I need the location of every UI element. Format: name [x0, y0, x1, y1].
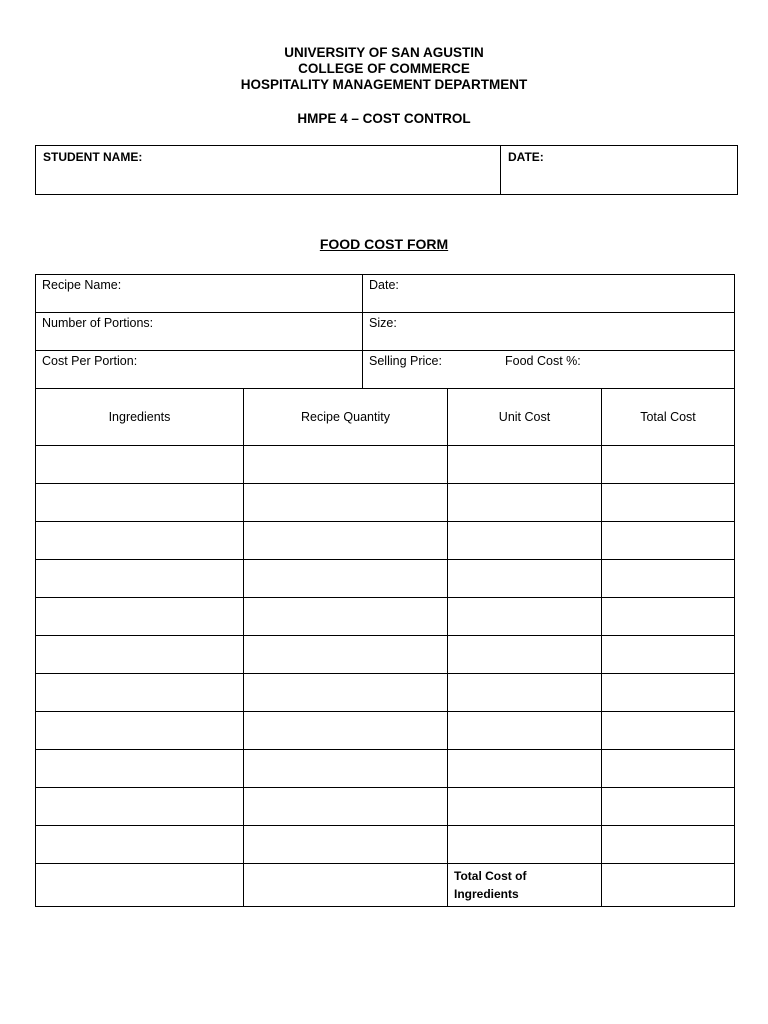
quantity-cell[interactable] — [244, 560, 448, 598]
total-cost-of-ingredients-label — [448, 864, 602, 907]
table-row — [36, 788, 735, 826]
quantity-cell[interactable] — [244, 484, 448, 522]
student-info-box — [35, 145, 738, 195]
table-row — [36, 484, 735, 522]
quantity-cell[interactable] — [244, 712, 448, 750]
table-row — [36, 636, 735, 674]
table-row — [36, 674, 735, 712]
food-cost-percent-label: Food Cost %: — [505, 354, 581, 368]
total-row — [36, 864, 735, 907]
grand-total-cell[interactable] — [602, 864, 735, 907]
ingredient-cell[interactable] — [36, 864, 244, 907]
course-title: HMPE 4 – COST CONTROL — [297, 111, 471, 126]
quantity-cell[interactable] — [244, 750, 448, 788]
table-row — [36, 598, 735, 636]
ingredient-cell[interactable] — [36, 788, 244, 826]
total-label-line-2: Ingredients — [454, 887, 519, 901]
column-header-total-cost: Total Cost — [602, 389, 735, 446]
unit-cost-cell[interactable] — [448, 522, 602, 560]
table-row — [36, 522, 735, 560]
total-cost-cell[interactable] — [602, 446, 735, 484]
total-cost-cell[interactable] — [602, 750, 735, 788]
ingredient-cell[interactable] — [36, 484, 244, 522]
quantity-cell[interactable] — [244, 446, 448, 484]
ingredients-header-row — [36, 389, 735, 446]
ingredient-cell[interactable] — [36, 522, 244, 560]
column-header-ingredients: Ingredients — [36, 389, 244, 446]
quantity-cell[interactable] — [244, 522, 448, 560]
ingredient-cell[interactable] — [36, 446, 244, 484]
total-cost-cell[interactable] — [602, 788, 735, 826]
total-cost-cell[interactable] — [602, 712, 735, 750]
table-row — [36, 826, 735, 864]
student-name-field[interactable] — [36, 146, 501, 195]
portions-label: Number of Portions: — [42, 316, 154, 330]
column-header-recipe-quantity: Recipe Quantity — [244, 389, 448, 446]
size-label: Size: — [369, 316, 397, 330]
quantity-cell[interactable] — [244, 636, 448, 674]
unit-cost-cell[interactable] — [448, 636, 602, 674]
ingredient-cell[interactable] — [36, 598, 244, 636]
portions-field[interactable] — [36, 313, 363, 351]
college-name: COLLEGE OF COMMERCE — [298, 61, 470, 76]
department-name: HOSPITALITY MANAGEMENT DEPARTMENT — [240, 77, 528, 92]
total-cost-cell[interactable] — [602, 826, 735, 864]
total-cost-cell[interactable] — [602, 522, 735, 560]
size-field[interactable] — [363, 313, 735, 351]
total-cost-cell[interactable] — [602, 636, 735, 674]
ingredients-table — [35, 388, 735, 907]
ingredient-cell[interactable] — [36, 826, 244, 864]
table-row — [36, 750, 735, 788]
ingredient-cell[interactable] — [36, 712, 244, 750]
recipe-date-field[interactable] — [363, 275, 735, 313]
total-cost-cell[interactable] — [602, 674, 735, 712]
unit-cost-cell[interactable] — [448, 750, 602, 788]
recipe-date-label: Date: — [369, 278, 399, 292]
form-header — [0, 45, 768, 93]
recipe-info-table — [35, 274, 735, 389]
quantity-cell[interactable] — [244, 788, 448, 826]
unit-cost-cell[interactable] — [448, 598, 602, 636]
quantity-cell[interactable] — [244, 674, 448, 712]
unit-cost-cell[interactable] — [448, 446, 602, 484]
quantity-cell[interactable] — [244, 826, 448, 864]
table-row — [36, 560, 735, 598]
selling-price-label: Selling Price: — [369, 354, 442, 368]
student-date-field[interactable] — [501, 146, 738, 195]
ingredient-cell[interactable] — [36, 750, 244, 788]
form-title: FOOD COST FORM — [319, 236, 449, 252]
quantity-cell[interactable] — [244, 864, 448, 907]
recipe-name-label: Recipe Name: — [42, 278, 122, 292]
total-cost-cell[interactable] — [602, 560, 735, 598]
student-name-label: STUDENT NAME: — [43, 150, 143, 164]
ingredient-cell[interactable] — [36, 636, 244, 674]
table-row — [36, 712, 735, 750]
unit-cost-cell[interactable] — [448, 674, 602, 712]
unit-cost-cell[interactable] — [448, 788, 602, 826]
column-header-unit-cost: Unit Cost — [448, 389, 602, 446]
total-label-line-1: Total Cost of — [454, 869, 527, 883]
table-row — [36, 446, 735, 484]
total-cost-cell[interactable] — [602, 598, 735, 636]
quantity-cell[interactable] — [244, 598, 448, 636]
ingredient-cell[interactable] — [36, 560, 244, 598]
cost-per-portion-label: Cost Per Portion: — [42, 354, 138, 368]
unit-cost-cell[interactable] — [448, 712, 602, 750]
cost-per-portion-field[interactable] — [36, 351, 363, 389]
recipe-name-field[interactable] — [36, 275, 363, 313]
total-cost-cell[interactable] — [602, 484, 735, 522]
price-and-food-cost-field[interactable] — [363, 351, 735, 389]
ingredients-body — [36, 446, 735, 907]
university-name: UNIVERSITY OF SAN AGUSTIN — [284, 45, 484, 60]
unit-cost-cell[interactable] — [448, 484, 602, 522]
ingredient-cell[interactable] — [36, 674, 244, 712]
unit-cost-cell[interactable] — [448, 826, 602, 864]
unit-cost-cell[interactable] — [448, 560, 602, 598]
student-date-label: DATE: — [508, 150, 544, 164]
